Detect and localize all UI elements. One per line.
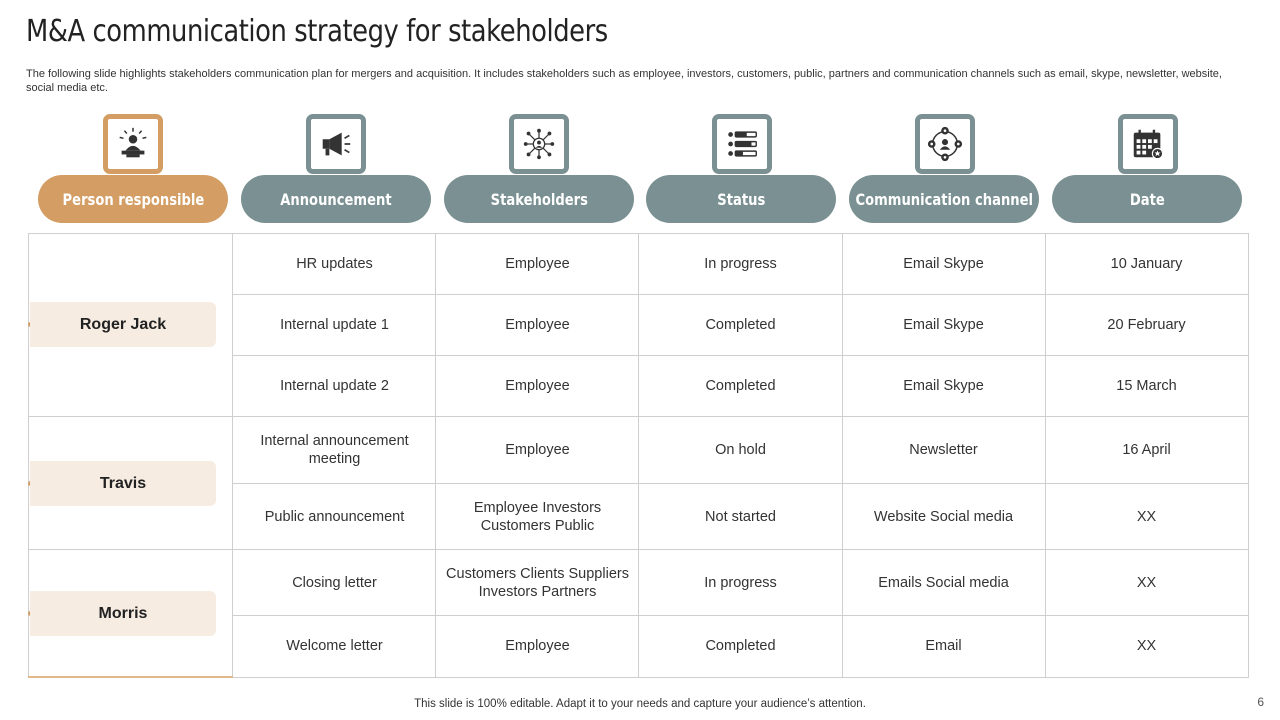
- header-date: Date: [1052, 175, 1242, 223]
- header-communication-channel: Communication channel: [849, 175, 1039, 223]
- cell-channel: Website Social media: [873, 508, 1014, 525]
- network-icon: [509, 114, 569, 174]
- checklist-icon: [712, 114, 772, 174]
- person-travis: Travis: [30, 461, 216, 506]
- cell-status: Completed: [705, 638, 776, 654]
- cell-channel: Email Skype: [903, 378, 984, 394]
- person-morris: Morris: [30, 591, 216, 636]
- cell-status: Not started: [705, 508, 776, 525]
- person-roger-jack: Roger Jack: [30, 302, 216, 347]
- cell-stakeholders: Employee Investors Customers Public: [473, 499, 602, 534]
- cell-status: In progress: [704, 256, 777, 272]
- cell-channel: Newsletter: [909, 442, 978, 458]
- cell-stakeholders: Employee: [505, 442, 570, 458]
- header-person-responsible: Person responsible: [38, 175, 228, 223]
- cell-status: Completed: [705, 378, 776, 394]
- calendar-icon: [1118, 114, 1178, 174]
- cell-channel: Emails Social media: [878, 574, 1009, 591]
- cell-channel: Email: [925, 638, 962, 654]
- cell-date: 10 January: [1110, 256, 1183, 272]
- cell-date: 16 April: [1122, 442, 1171, 458]
- cell-stakeholders: Customers Clients Suppliers Investors Partners: [446, 565, 629, 600]
- slide-subtitle: The following slide highlights stakeholders communication plan for mergers and acquisition. It includes stakeholders such as employee, investors, customers, public, partners and communication channels such as email, skype, newsletter, website, social media etc.: [26, 68, 1222, 94]
- cell-announcement: Closing letter: [292, 574, 377, 591]
- megaphone-icon: [306, 114, 366, 174]
- header-stakeholders: Stakeholders: [444, 175, 634, 223]
- page-number: 6: [1257, 695, 1264, 709]
- cell-stakeholders: Employee: [505, 317, 570, 333]
- cell-stakeholders: Employee: [505, 256, 570, 272]
- cell-date: XX: [1136, 574, 1157, 591]
- cell-date: 20 February: [1107, 317, 1186, 333]
- communication-icon: [915, 114, 975, 174]
- header-status: Status: [646, 175, 836, 223]
- cell-announcement: Internal update 1: [280, 317, 389, 333]
- cell-announcement: Internal announcement meeting: [260, 433, 409, 467]
- cell-date: 15 March: [1116, 378, 1177, 394]
- footer-note: This slide is 100% editable. Adapt it to your needs and capture your audience’s attention.: [414, 698, 866, 710]
- cell-channel: Email Skype: [903, 256, 984, 272]
- cell-announcement: Internal update 2: [280, 378, 389, 394]
- cell-stakeholders: Employee: [505, 378, 570, 394]
- cell-channel: Email Skype: [903, 317, 984, 333]
- cell-date: XX: [1136, 508, 1157, 525]
- cell-announcement: Public announcement: [264, 508, 405, 525]
- cell-status: In progress: [704, 574, 777, 591]
- cell-announcement: Welcome letter: [286, 638, 383, 654]
- presenter-icon: [103, 114, 163, 174]
- cell-status: Completed: [705, 317, 776, 333]
- table-bottom-accent: [28, 676, 233, 678]
- cell-date: XX: [1136, 638, 1157, 654]
- header-announcement: Announcement: [241, 175, 431, 223]
- cell-stakeholders: Employee: [505, 638, 570, 654]
- slide-title: M&A communication strategy for stakeholders: [26, 14, 608, 49]
- cell-announcement: HR updates: [296, 256, 373, 272]
- cell-status: On hold: [715, 442, 766, 458]
